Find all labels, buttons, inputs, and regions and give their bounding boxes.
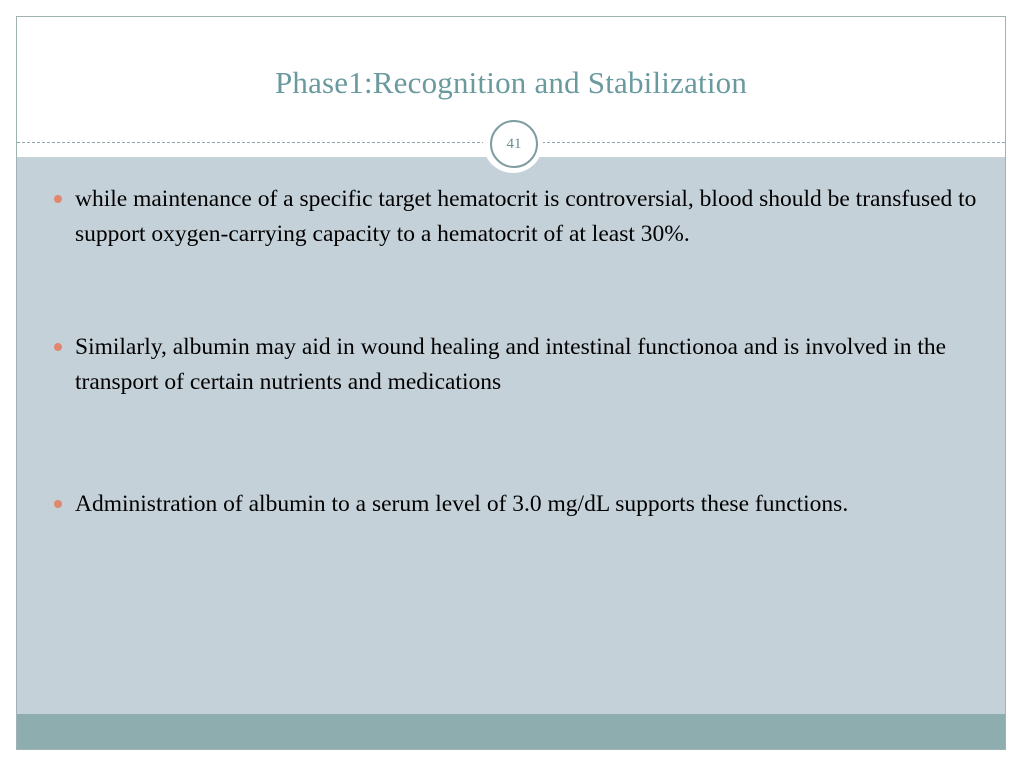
bullet-dot-icon: [54, 195, 62, 203]
bullet-dot-icon: [54, 500, 62, 508]
slide-title: Phase1:Recognition and Stabilization: [274, 65, 748, 100]
footer-bar: [17, 714, 1005, 749]
slide: [16, 16, 1006, 750]
bullet-text: while maintenance of a specific target hematocrit is controversial, blood should be transfused to support oxygen-carrying capacity to a hematocrit of at least 30%.: [75, 186, 977, 247]
bullet-item: [47, 330, 987, 400]
bullet-text: Similarly, albumin may aid in wound healing and intestinal functionoa and is involved in the transport of certain nutrients and medications: [75, 334, 947, 395]
bullet-dot-icon: [54, 343, 62, 351]
bullet-item: [47, 182, 987, 252]
bullet-item: [47, 487, 987, 522]
page-number-badge: [484, 114, 542, 172]
page-number: 41: [490, 120, 538, 168]
bullet-text: Administration of albumin to a serum level of 3.0 mg/dL supports these functions.: [75, 491, 849, 517]
